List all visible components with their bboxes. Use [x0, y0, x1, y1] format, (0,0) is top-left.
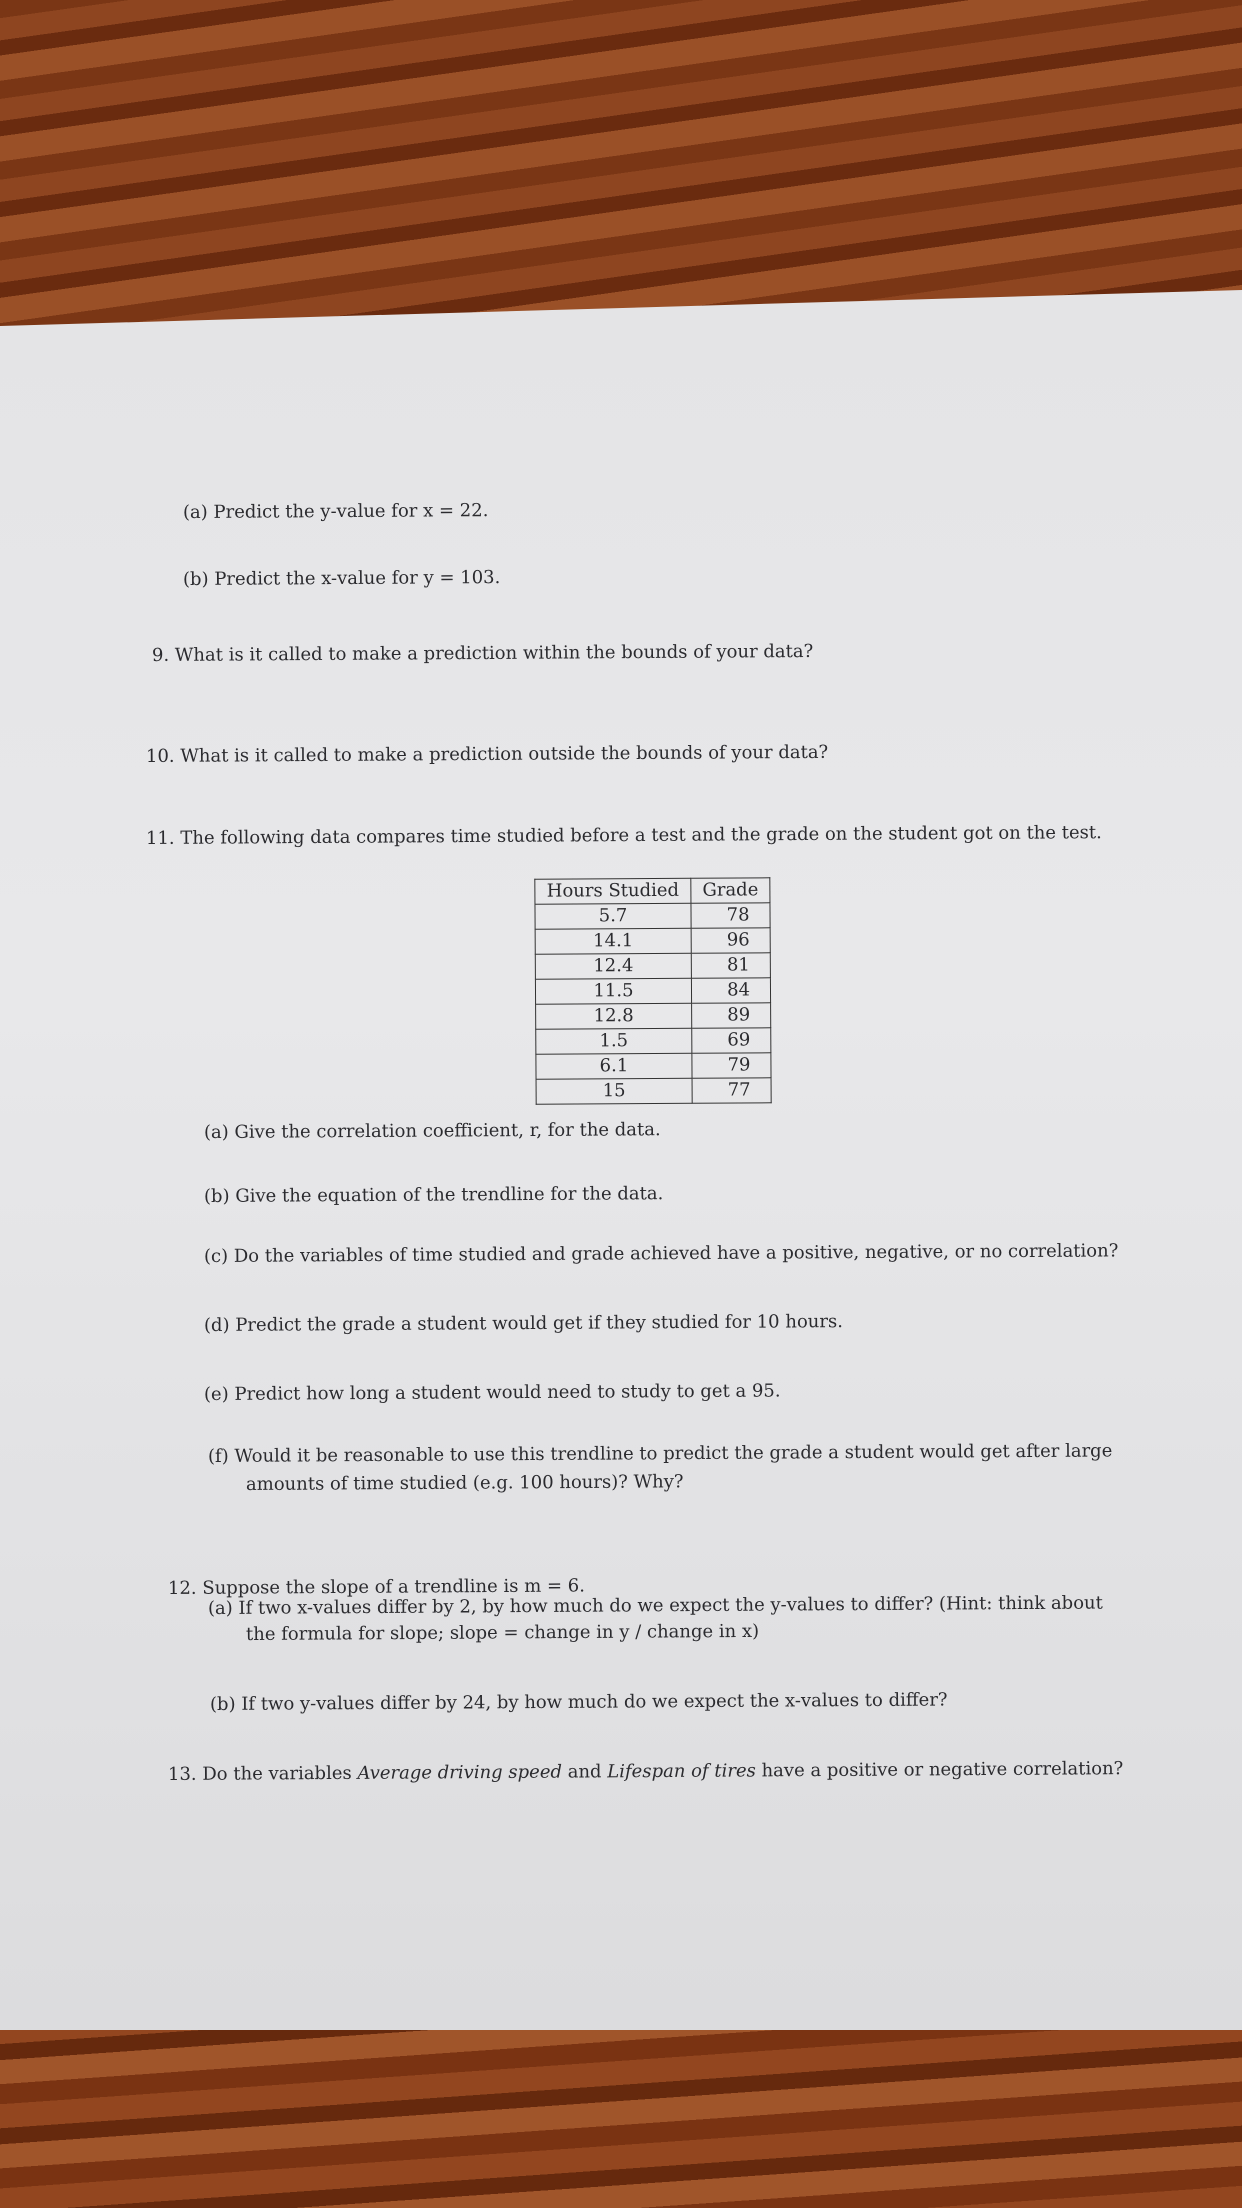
hours-cell: 5.7: [535, 903, 691, 929]
grade-cell: 78: [691, 903, 770, 928]
hours-cell: 6.1: [536, 1053, 692, 1079]
column-header: Grade: [691, 878, 770, 903]
q13-variable-2: Lifespan of tires: [607, 1760, 756, 1783]
column-header: Hours Studied: [535, 878, 691, 904]
q9-text: 9. What is it called to make a prediction within the bounds of your data?: [151, 640, 814, 666]
table-row: [536, 1028, 771, 1054]
hours-cell: 15: [536, 1078, 692, 1104]
q10-text: 10. What is it called to make a prediction outside the bounds of your data?: [145, 741, 829, 767]
grade-cell: 81: [691, 953, 770, 978]
hours-cell: 12.4: [535, 953, 691, 979]
q11e-text: (e) Predict how long a student would need to study to get a 95.: [203, 1380, 781, 1405]
grade-cell: 96: [691, 928, 770, 953]
q13-variable-1: Average driving speed: [357, 1761, 563, 1784]
grade-cell: 79: [692, 1053, 771, 1078]
q11b-text: (b) Give the equation of the trendline for the data.: [203, 1183, 664, 1207]
table-row: [536, 1053, 771, 1079]
table-row: [535, 928, 770, 954]
q12a-text-line1: (a) If two x-values differ by 2, by how much do we expect the y-values to differ? (Hint: think about: [207, 1592, 1103, 1619]
table-row: [535, 903, 770, 929]
q13-post: have a positive or negative correlation?: [755, 1758, 1124, 1782]
grade-cell: 89: [692, 1003, 771, 1028]
table-row: [536, 1078, 771, 1104]
q13-pre: 13. Do the variables: [167, 1762, 358, 1785]
q11c-text: (c) Do the variables of time studied and grade achieved have a positive, negative, or no correlation?: [203, 1240, 1119, 1267]
table-row: [535, 978, 770, 1004]
q12a-text-line2: the formula for slope; slope = change in y / change in x): [245, 1620, 760, 1645]
q11f-text-line1: (f) Would it be reasonable to use this trendline to predict the grade a student would get after large: [207, 1440, 1113, 1467]
data-table: [534, 877, 771, 1104]
q12-prompt: 12. Suppose the slope of a trendline is m = 6.: [167, 1575, 585, 1599]
hours-cell: 11.5: [535, 978, 691, 1004]
grade-cell: 84: [691, 978, 770, 1003]
q11-prompt: 11. The following data compares time studied before a test and the grade on the student got on the test.: [145, 822, 1102, 849]
q8b-text: (b) Predict the x-value for y = 103.: [182, 567, 501, 590]
q11f-text-line2: amounts of time studied (e.g. 100 hours)? Why?: [245, 1471, 684, 1495]
table-row: [536, 1003, 771, 1029]
q13-mid: and: [561, 1761, 608, 1783]
table-row: [535, 953, 770, 979]
hours-cell: 1.5: [536, 1028, 692, 1054]
q8a-text: (a) Predict the y-value for x = 22.: [182, 500, 489, 523]
grade-cell: 77: [692, 1078, 771, 1103]
grade-cell: 69: [692, 1028, 771, 1053]
wooden-table-top: [0, 0, 1242, 340]
wooden-table-bottom: [0, 2000, 1242, 2208]
hours-cell: 12.8: [536, 1003, 692, 1029]
hours-cell: 14.1: [535, 928, 691, 954]
q11d-text: (d) Predict the grade a student would get if they studied for 10 hours.: [203, 1311, 843, 1336]
q12b-text: (b) If two y-values differ by 24, by how much do we expect the x-values to differ?: [209, 1689, 948, 1715]
q11a-text: (a) Give the correlation coefficient, r, for the data.: [203, 1119, 661, 1143]
